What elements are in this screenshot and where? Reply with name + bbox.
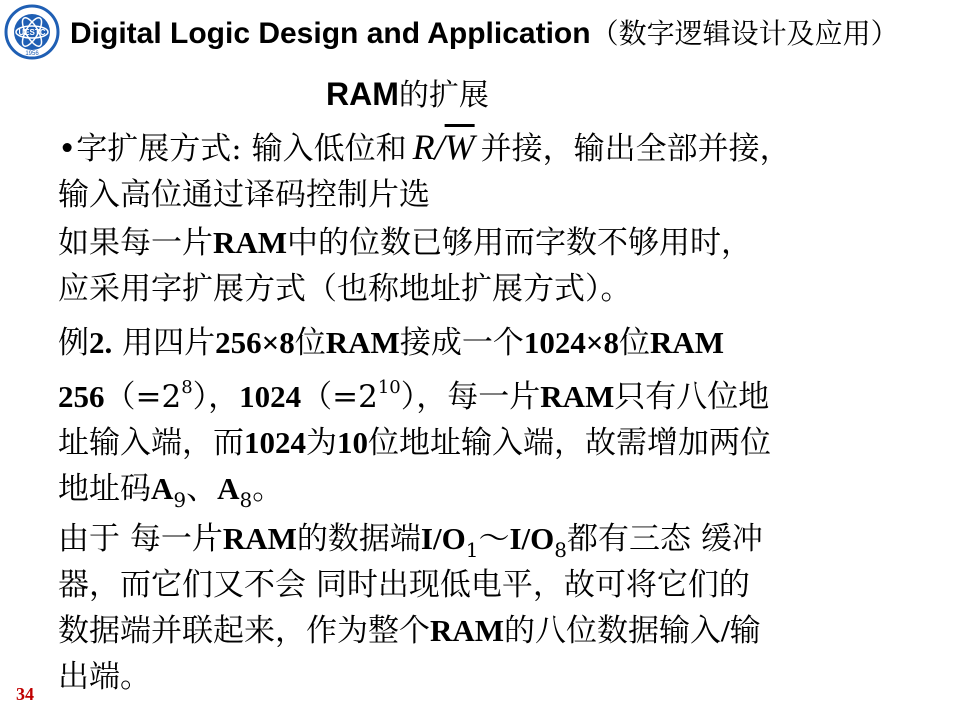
p4-line-2 (58, 420, 938, 466)
p1-line-1 (58, 124, 938, 172)
paragraph-word-expansion (58, 124, 938, 218)
p2-line-2: 应采用字扩展方式（也称地址扩展方式）。 (58, 271, 632, 307)
p4-line-1 (58, 374, 938, 420)
slide-title (326, 74, 489, 116)
p2-text: 如果每一片 (58, 225, 213, 261)
slide-title-en: RAM (326, 76, 399, 112)
p5-text: 数据端并联起来，作为整个 (58, 613, 430, 649)
p3-text: 接成一个 (399, 325, 524, 361)
p5-line-3 (58, 608, 938, 654)
p5-text: ～ (478, 521, 510, 557)
p4-ram: RAM (540, 379, 615, 414)
paragraph-example (58, 320, 938, 366)
p5-subscript: 1 (465, 538, 479, 562)
paragraph-data-bus (58, 516, 938, 700)
p5-text: 都有三态 缓冲 (566, 521, 763, 557)
p4-text: 地址码 (58, 471, 151, 507)
p5-text: 的八位数据输入 (504, 613, 722, 649)
p4-num: 1024 (244, 425, 306, 460)
p1-label: 字扩展方式: (76, 131, 242, 167)
p2-line-1 (58, 220, 938, 266)
p4-num: 256 (58, 379, 105, 414)
p4-text: 、 (186, 471, 218, 507)
p5-line-4: 出端。 (58, 659, 151, 695)
p5-text: 输 (729, 613, 761, 649)
p5-text: 由于 每一片 (58, 521, 223, 557)
p4-subscript: 8 (239, 488, 253, 512)
p5-ram: RAM (222, 521, 297, 556)
p5-line-2: 器，而它们又不会 同时出现低电平，故可将它们的 (58, 567, 750, 603)
p4-exponent: 8 (181, 377, 193, 398)
p3-number: 2. (89, 325, 113, 360)
p4-addr: A (217, 471, 240, 506)
p4-text: （=2 (104, 379, 182, 415)
paragraph-address-lines (58, 374, 938, 512)
p4-subscript: 9 (173, 488, 187, 512)
slide-title-cn: 的扩展 (398, 78, 489, 113)
svg-text:UESTC: UESTC (18, 28, 46, 37)
p4-exponent: 10 (377, 377, 401, 398)
p4-text: 。 (252, 471, 284, 507)
p4-line-3 (58, 466, 938, 512)
p4-text: （=2 (301, 379, 378, 415)
p3-text: 例 (58, 325, 89, 361)
p4-num: 10 (337, 425, 368, 460)
p4-num: 1024 (239, 379, 302, 414)
university-logo (4, 4, 60, 60)
p3-size: 1024×8 (523, 325, 619, 360)
p3-text: 用四片 (122, 325, 216, 361)
bullet: • (58, 131, 77, 167)
p3-ram: RAM (650, 325, 725, 360)
p4-text: 位地址输入端，故需增加两位 (368, 425, 771, 461)
p1-line-2: 输入高位通过译码控制片选 (58, 177, 430, 213)
p3-text: 位 (619, 325, 650, 361)
page-number: 34 (16, 684, 34, 704)
p4-text: ）， (192, 379, 240, 415)
p5-ram: RAM (430, 613, 505, 648)
p4-text: 为 (306, 425, 337, 461)
p5-io: I/O (420, 521, 466, 556)
paragraph-when-to-use (58, 220, 938, 312)
p3-text: 位 (294, 325, 326, 361)
p5-subscript: 8 (554, 538, 567, 562)
course-title (70, 14, 899, 54)
p3-ram: RAM (325, 325, 400, 360)
p3-line-1 (58, 320, 938, 366)
p2-ram: RAM (213, 225, 288, 260)
p1-text: 输入低位和 (251, 131, 407, 167)
p5-text: 的数据端 (296, 521, 421, 557)
p4-text: 址输入端，而 (58, 425, 244, 461)
course-title-cn: （数字逻辑设计及应用） (590, 17, 899, 50)
p4-text: ），每一片 (400, 379, 541, 415)
p5-line-1 (58, 516, 938, 562)
course-title-en: Digital Logic Design and Application (70, 17, 591, 50)
p4-addr: A (151, 471, 174, 506)
p5-io: I/O (509, 521, 555, 556)
logo-year: 1956 (25, 51, 39, 57)
p5-slash: / (721, 613, 730, 648)
p2-text: 中的位数已够用而字数不够用时， (287, 225, 753, 261)
rw-slash: / (434, 127, 445, 167)
p1-text: 并接，输出全部并接， (480, 131, 791, 167)
p4-text: 只有八位地 (614, 379, 770, 415)
p3-size: 256×8 (215, 325, 295, 360)
rw-r: R (412, 127, 435, 167)
rw-w-bar: $\overline{W}$ (444, 127, 475, 167)
rw-signal (407, 127, 481, 167)
